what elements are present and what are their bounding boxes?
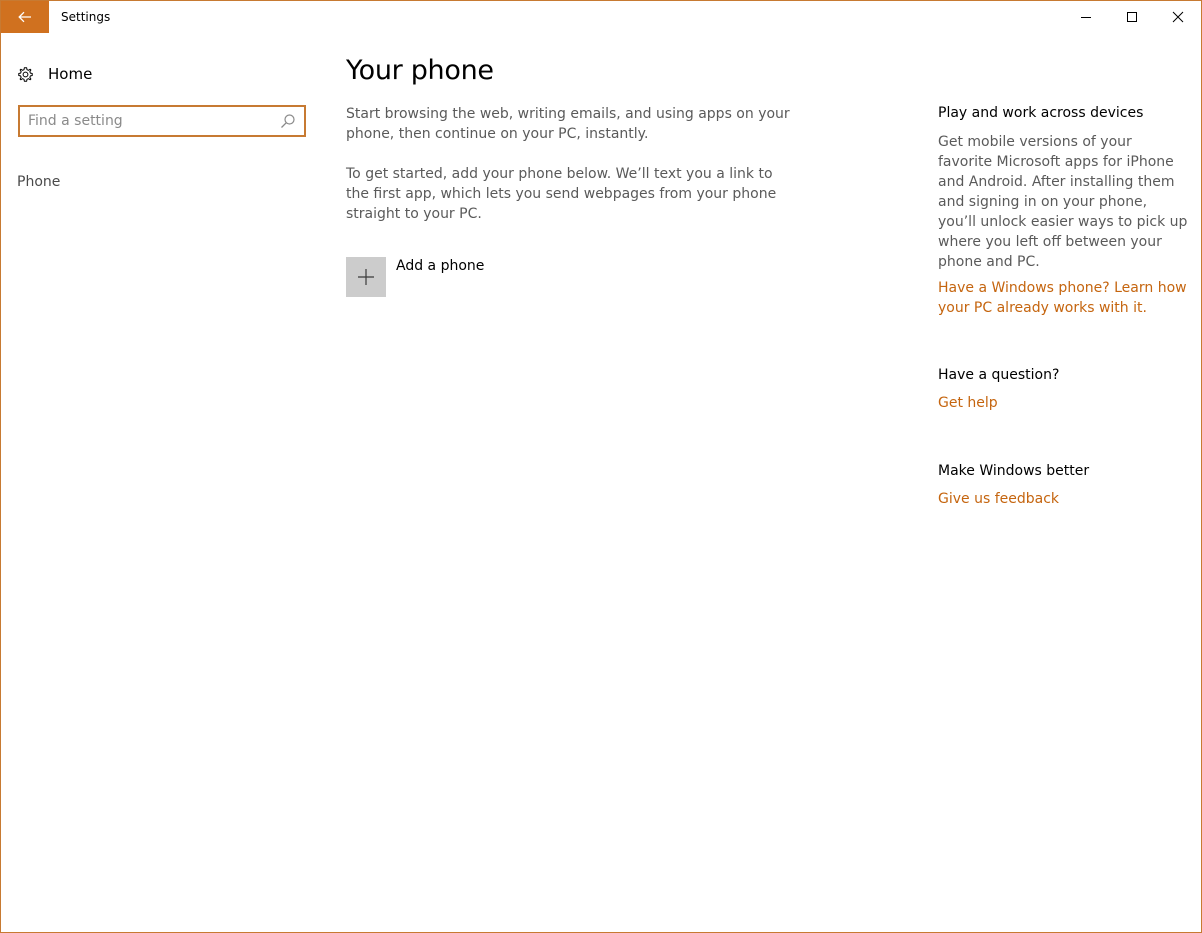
cross-device-heading: Play and work across devices [938, 105, 1144, 121]
arrow-left-icon [18, 11, 32, 23]
add-phone-button[interactable] [346, 257, 484, 297]
intro-paragraph: Start browsing the web, writing emails, and using apps on your phone, then continue on your PC, instantly. [346, 106, 790, 142]
getting-started-paragraph: To get started, add your phone below. We’ll text you a link to the first app, which lets you send webpages from your phone straight to your PC. [346, 166, 777, 222]
feedback-link[interactable]: Give us feedback [938, 491, 1060, 507]
window-controls [1063, 1, 1201, 33]
search-button[interactable] [280, 113, 296, 129]
cross-device-description: Get mobile versions of your favorite Microsoft apps for iPhone and Android. After installing them and signing in on your phone, you’ll unlock easier ways to pick up where you left off between your phone and PC. [938, 134, 1188, 270]
window-title: Settings [61, 10, 111, 24]
close-icon [1172, 11, 1184, 23]
windows-phone-link[interactable]: Have a Windows phone? Learn how your PC already works with it. [938, 280, 1187, 316]
add-phone-tile [346, 257, 386, 297]
feedback-heading: Make Windows better [938, 463, 1090, 479]
minimize-button[interactable] [1063, 1, 1109, 33]
feedback-section [938, 461, 1188, 509]
title-bar [1, 1, 1201, 33]
close-button[interactable] [1155, 1, 1201, 33]
search-input[interactable] [28, 107, 268, 135]
help-section [938, 365, 1188, 413]
plus-icon [357, 268, 375, 286]
page-title: Your phone [346, 55, 494, 86]
search-icon [280, 113, 296, 129]
gear-icon [17, 66, 34, 83]
minimize-icon [1080, 11, 1092, 23]
back-button[interactable] [1, 1, 49, 33]
search-box[interactable] [18, 105, 306, 137]
add-phone-label: Add a phone [396, 258, 485, 274]
maximize-button[interactable] [1109, 1, 1155, 33]
nav-home[interactable] [17, 61, 92, 87]
cross-device-section [938, 103, 1188, 318]
help-heading: Have a question? [938, 367, 1060, 383]
nav-home-label: Home [48, 65, 93, 83]
nav-item-phone[interactable]: Phone [17, 174, 61, 190]
get-help-link[interactable]: Get help [938, 395, 998, 411]
maximize-icon [1126, 11, 1138, 23]
